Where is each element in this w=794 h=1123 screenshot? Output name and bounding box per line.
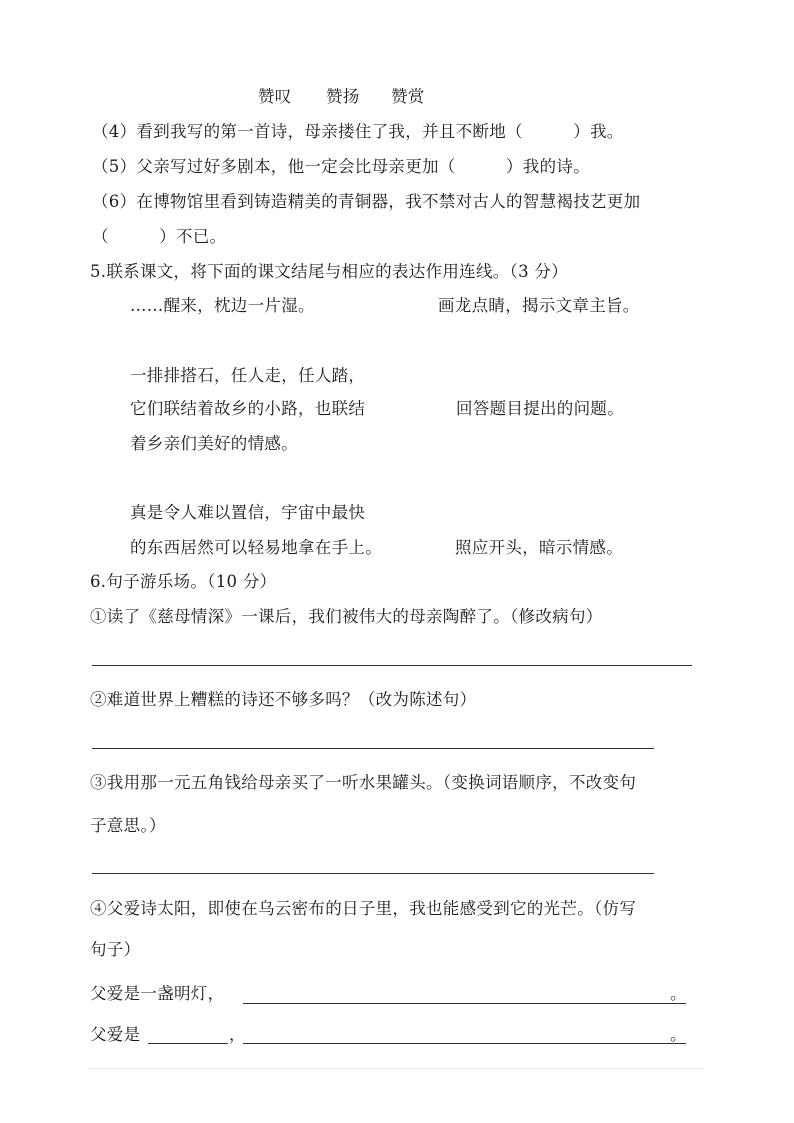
fill-blank-4: （4）看到我写的第一首诗，母亲搂住了我，并且不断地（ ）我。 (92, 122, 624, 141)
imitation-1-period: 。 (670, 984, 687, 1003)
answer-line-5b[interactable] (243, 1043, 686, 1044)
q6-item-3-cont: 子意思。） (90, 816, 166, 835)
q6-item-2: ②难道世界上糟糕的诗还不够多吗？（改为陈述句） (90, 690, 477, 709)
q5-right-1: 画龙点睛，揭示文章主旨。 (438, 296, 640, 315)
answer-line-4[interactable] (243, 1003, 686, 1004)
answer-line-3[interactable] (92, 873, 654, 874)
imitation-1-prefix: 父爱是一盏明灯， (90, 984, 225, 1003)
q6-item-1: ①读了《慈母情深》一课后，我们被伟大的母亲陶醉了。（修改病句） (90, 607, 603, 626)
word-bank-item-1: 赞叹 (258, 87, 292, 106)
word-bank-item-3: 赞赏 (391, 87, 425, 106)
answer-line-1[interactable] (92, 665, 692, 666)
question-6-title: 6.句子游乐场。（10 分） (90, 572, 277, 591)
q6-item-4: ④父爱诗太阳，即使在乌云密布的日子里，我也能感受到它的光芒。（仿写 (90, 899, 637, 918)
footer-divider (88, 1068, 704, 1069)
fill-blank-6-cont: （ ）不已。 (92, 227, 227, 246)
q5-left-1: ……醒来，枕边一片湿。 (130, 296, 315, 315)
word-bank-item-2: 赞扬 (326, 87, 360, 106)
q5-left-3-line1: 真是令人难以置信，宇宙中最快 (130, 503, 366, 522)
question-5-title: 5.联系课文，将下面的课文结尾与相应的表达作用连线。（3 分） (90, 262, 569, 281)
q5-left-2-line3: 着乡亲们美好的情感。 (130, 434, 298, 453)
fill-blank-6: （6）在博物馆里看到铸造精美的青铜器，我不禁对古人的智慧褐技艺更加 (92, 192, 641, 211)
imitation-2-prefix: 父爱是 (90, 1025, 141, 1044)
q5-right-2: 回答题目提出的问题。 (456, 399, 624, 418)
imitation-2-comma: ， (229, 1025, 246, 1044)
imitation-2-period: 。 (670, 1025, 687, 1044)
q5-left-2-line2: 它们联结着故乡的小路，也联结 (130, 399, 366, 418)
q5-right-3: 照应开头，暗示情感。 (455, 538, 623, 557)
answer-line-5a[interactable] (148, 1043, 228, 1044)
q6-item-4-cont: 句子） (90, 940, 141, 959)
q5-left-2-line1: 一排排搭石，任人走，任人踏， (130, 366, 366, 385)
fill-blank-5: （5）父亲写过好多剧本，他一定会比母亲更加（ ）我的诗。 (92, 157, 590, 176)
q6-item-3: ③我用那一元五角钱给母亲买了一听水果罐头。（变换词语顺序，不改变句 (90, 773, 637, 792)
answer-line-2[interactable] (92, 748, 654, 749)
q5-left-3-line2: 的东西居然可以轻易地拿在手上。 (130, 538, 382, 557)
